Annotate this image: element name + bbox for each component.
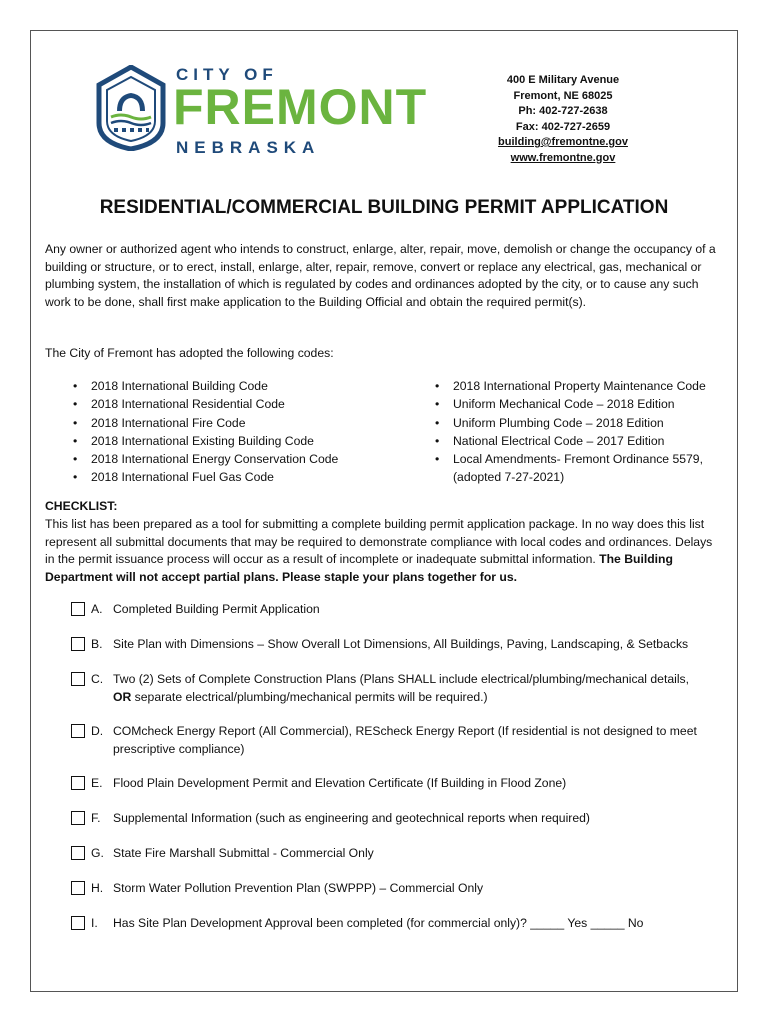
city-logo	[95, 65, 428, 157]
item-text: State Fire Marshall Submittal - Commercial Only	[113, 846, 374, 860]
item-text: Completed Building Permit Application	[113, 602, 320, 616]
item-letter: B.	[91, 637, 103, 651]
contact-city-state-zip: Fremont, NE 68025	[513, 89, 613, 102]
item-text: Has Site Plan Development Approval been completed (for commercial only)? _____ Yes _____ No	[113, 916, 644, 930]
item-text: Two (2) Sets of Complete Construction Plans (Plans SHALL include electrical/plumbing/mechanical details,	[113, 672, 690, 686]
item-letter: E.	[91, 776, 103, 790]
code-item: • Uniform Mechanical Code – 2018 Edition	[429, 395, 729, 413]
contact-fax: Fax: 402-727-2659	[515, 120, 611, 133]
contact-address: 400 E Military Avenue	[506, 74, 620, 86]
checkbox[interactable]	[71, 602, 85, 616]
logo-city-of: CITY OF	[176, 65, 278, 84]
item-text: COMcheck Energy Report (All Commercial), REScheck Energy Report (If residential is not designed to meet prescriptive compliance)	[113, 724, 697, 756]
item-letter: A.	[91, 602, 103, 616]
adopted-codes-intro: The City of Fremont has adopted the following codes:	[45, 346, 334, 360]
item-text: Flood Plain Development Permit and Elevation Certificate (If Building in Flood Zone)	[113, 776, 567, 790]
code-item: • 2018 International Property Maintenance Code	[429, 377, 729, 395]
checklist-description	[45, 516, 725, 586]
email-link[interactable]: building@fremontne.gov	[498, 136, 628, 148]
item-letter: I.	[91, 916, 98, 930]
item-text-bold: OR	[113, 689, 132, 704]
item-letter: G.	[91, 846, 104, 860]
checklist-body-text: This list has been prepared as a tool for submitting a complete building permit application package. In no way does this list represent all submittal documents that may be required to demonstrate compliance with local codes and ordinances. Delays in the permit issuance process will occur as a result of incomplete or inadequate submittal information.	[45, 517, 713, 566]
checkbox[interactable]	[71, 672, 85, 686]
code-item: • 2018 International Residential Code	[67, 395, 387, 413]
checkbox[interactable]	[71, 916, 85, 930]
codes-list-right	[429, 377, 729, 487]
logo-state: NEBRASKA	[176, 138, 321, 157]
item-text-continued: separate electrical/plumbing/mechanical permits will be required.)	[131, 689, 488, 704]
code-item: • Local Amendments- Fremont Ordinance 5579, (adopted 7-27-2021)	[429, 450, 729, 487]
code-item: • National Electrical Code – 2017 Edition	[429, 432, 729, 450]
code-item: • 2018 International Fire Code	[67, 414, 387, 432]
code-item: • 2018 International Fuel Gas Code	[67, 468, 387, 486]
checklist-body-bold: The Building Department will not accept partial plans. Please staple your plans together for us.	[45, 552, 673, 584]
code-item: • 2018 International Energy Conservation Code	[67, 450, 387, 468]
codes-list-left	[67, 377, 387, 487]
checkbox[interactable]	[71, 776, 85, 790]
city-seal-icon	[95, 65, 167, 151]
logo-name: FREMONT	[173, 79, 428, 135]
checkbox[interactable]	[71, 724, 85, 738]
item-letter: H.	[91, 881, 104, 895]
item-text: Supplemental Information (such as engineering and geotechnical reports when required)	[113, 811, 590, 825]
checkbox[interactable]	[71, 811, 85, 825]
item-text: Storm Water Pollution Prevention Plan (SWPPP) – Commercial Only	[113, 881, 484, 895]
checkbox[interactable]	[71, 846, 85, 860]
checkbox[interactable]	[71, 637, 85, 651]
contact-phone: Ph: 402-727-2638	[518, 105, 608, 117]
contact-block	[463, 73, 663, 166]
code-item: • Uniform Plumbing Code – 2018 Edition	[429, 414, 729, 432]
item-text: Site Plan with Dimensions – Show Overall Lot Dimensions, All Buildings, Paving, Landscaping, & Setbacks	[113, 637, 689, 651]
permit-form-page	[30, 30, 738, 992]
checkbox[interactable]	[71, 881, 85, 895]
code-item: • 2018 International Building Code	[67, 377, 387, 395]
code-item: • 2018 International Existing Building Code	[67, 432, 387, 450]
intro-paragraph: Any owner or authorized agent who intends to construct, enlarge, alter, repair, move, demolish or change the occupancy of a building or structure, or to erect, install, enlarge, alter, repair, remove, convert or replace any electrical, gas, mechanical or plumbing system, the installation of which is regulated by codes and ordinances adopted by the city, or to cause any such work to be done, shall first make application to the Building Official and obtain the required permit(s).	[45, 242, 716, 309]
item-letter: C.	[91, 672, 104, 686]
checklist-heading: CHECKLIST:	[45, 499, 118, 513]
page-title: RESIDENTIAL/COMMERCIAL BUILDING PERMIT APPLICATION	[99, 197, 669, 218]
item-letter: D.	[91, 724, 104, 738]
item-letter: F.	[91, 811, 101, 825]
website-link[interactable]: www.fremontne.gov	[510, 151, 616, 164]
item-text-wrap	[113, 671, 725, 706]
